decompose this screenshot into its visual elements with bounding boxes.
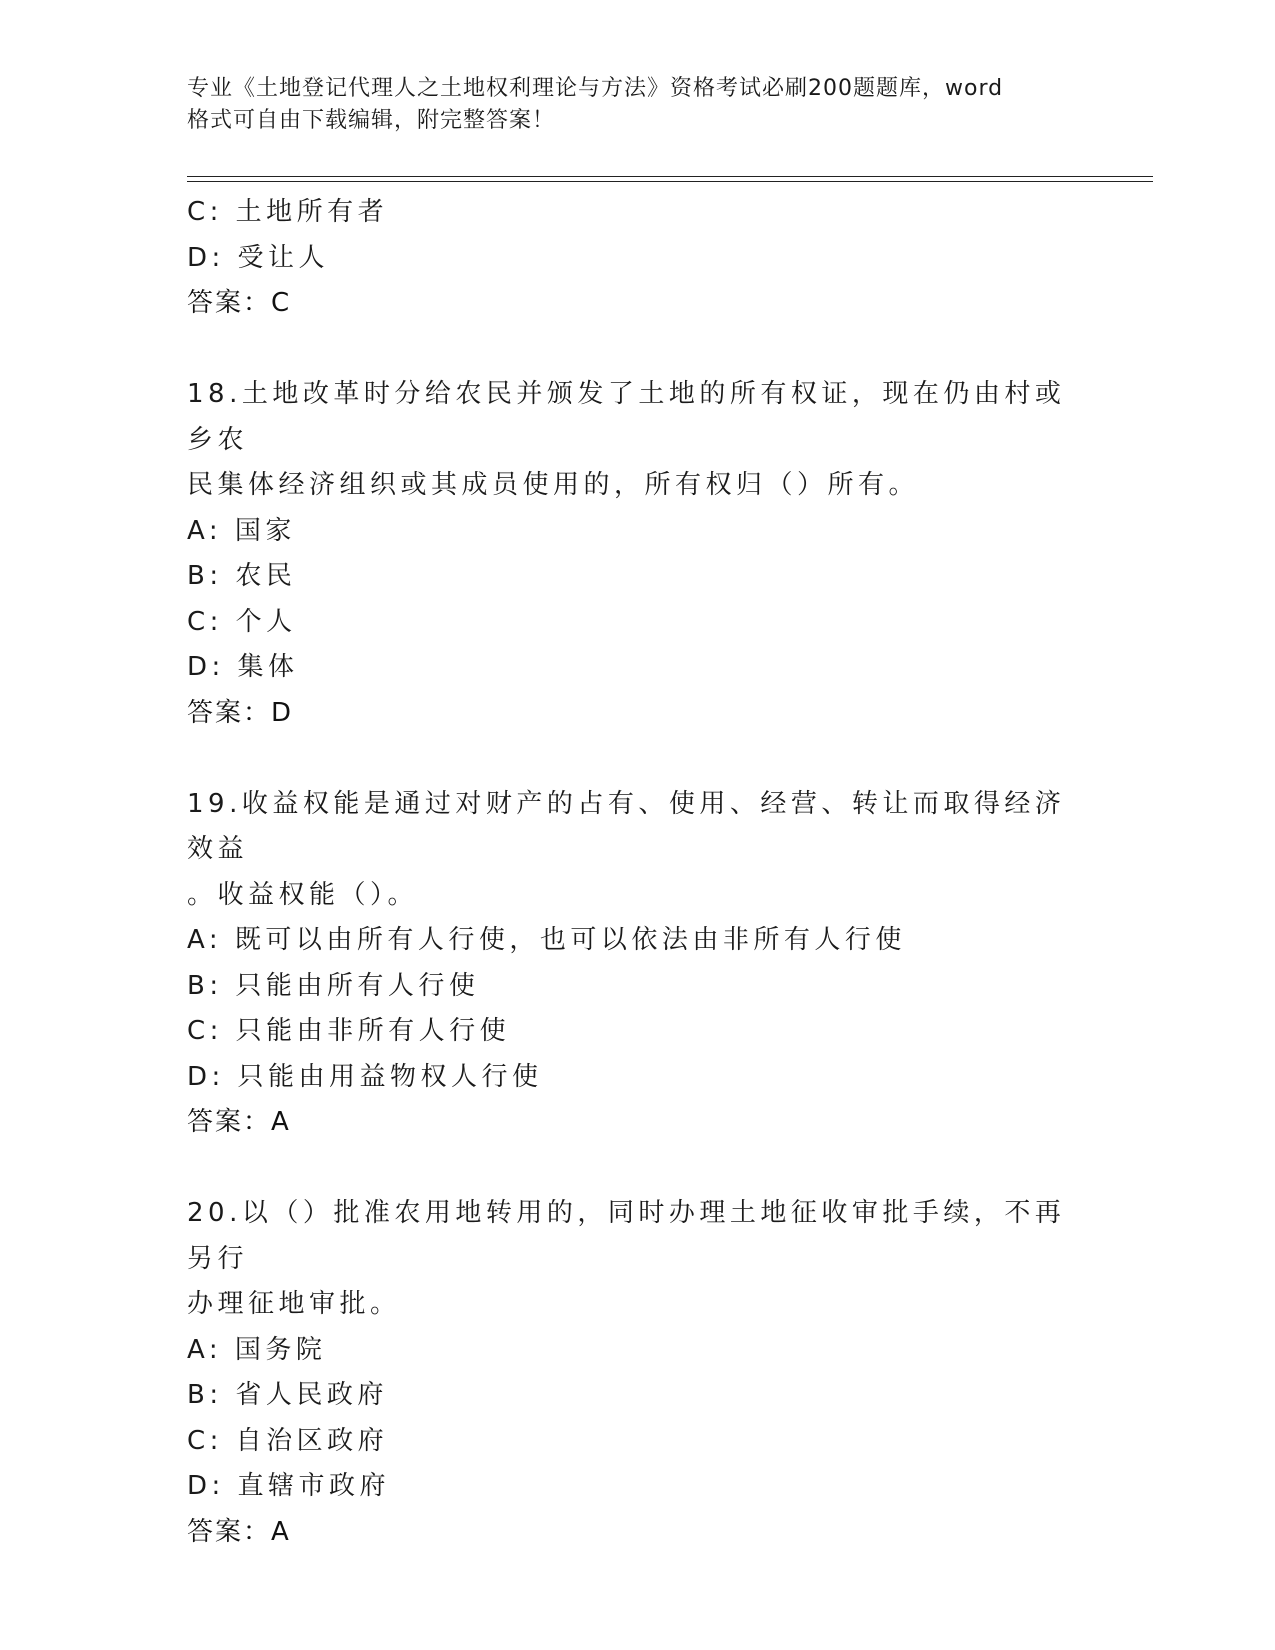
- spacer: [187, 1146, 1087, 1192]
- spacer: [187, 736, 1087, 782]
- option-b: B: 省人民政府: [187, 1380, 388, 1410]
- option-d: D: 直辖市政府: [187, 1471, 391, 1501]
- question-stem-line: 18.土地改革时分给农民并颁发了土地的所有权证，现在仍由村或乡农: [187, 379, 1066, 455]
- answer-line: 答案：A: [187, 1516, 291, 1547]
- question-18: [187, 372, 1087, 736]
- header-rule-bottom: [187, 181, 1153, 182]
- question-17-fragment: [187, 190, 1087, 327]
- question-stem-line: 20.以（）批准农用地转用的，同时办理土地征收审批手续，不再另行: [187, 1198, 1066, 1274]
- option-d: D: 受让人: [187, 242, 330, 273]
- answer-line: 答案：C: [187, 288, 292, 318]
- option-d: D: 只能由用益物权人行使: [187, 1061, 543, 1092]
- question-stem-line: 办理征地审批。: [187, 1289, 401, 1319]
- question-stem-line: 。收益权能（）。: [187, 879, 419, 910]
- question-19: [187, 782, 1087, 1146]
- document-header: [187, 73, 1067, 137]
- option-d: D: 集体: [187, 652, 299, 682]
- question-list: [187, 190, 1087, 1555]
- option-b: B: 农民: [187, 561, 297, 591]
- question-20: [187, 1191, 1087, 1555]
- option-b: B: 只能由所有人行使: [187, 970, 480, 1001]
- option-c: C: 自治区政府: [187, 1425, 389, 1456]
- answer-line: 答案：A: [187, 1107, 291, 1137]
- answer-line: 答案：D: [187, 697, 294, 728]
- header-title-line-1: 专业《土地登记代理人之土地权利理论与方法》资格考试必刷200题题库，word: [187, 76, 1004, 101]
- spacer: [187, 327, 1087, 373]
- question-stem-line: 民集体经济组织或其成员使用的，所有权归（）所有。: [187, 470, 920, 500]
- option-a: A: 国务院: [187, 1334, 327, 1365]
- header-rule-top: [187, 176, 1153, 177]
- option-c: C: 个人: [187, 606, 297, 637]
- option-a: A: 国家: [187, 515, 296, 546]
- option-a: A: 既可以由所有人行使，也可以依法由非所有人行使: [187, 925, 906, 955]
- question-stem-line: 19.收益权能是通过对财产的占有、使用、经营、转让而取得经济效益: [187, 788, 1066, 864]
- option-c: C: 土地所有者: [187, 197, 389, 227]
- header-title-line-2: 格式可自由下载编辑，附完整答案！: [187, 108, 556, 133]
- option-c: C: 只能由非所有人行使: [187, 1016, 511, 1046]
